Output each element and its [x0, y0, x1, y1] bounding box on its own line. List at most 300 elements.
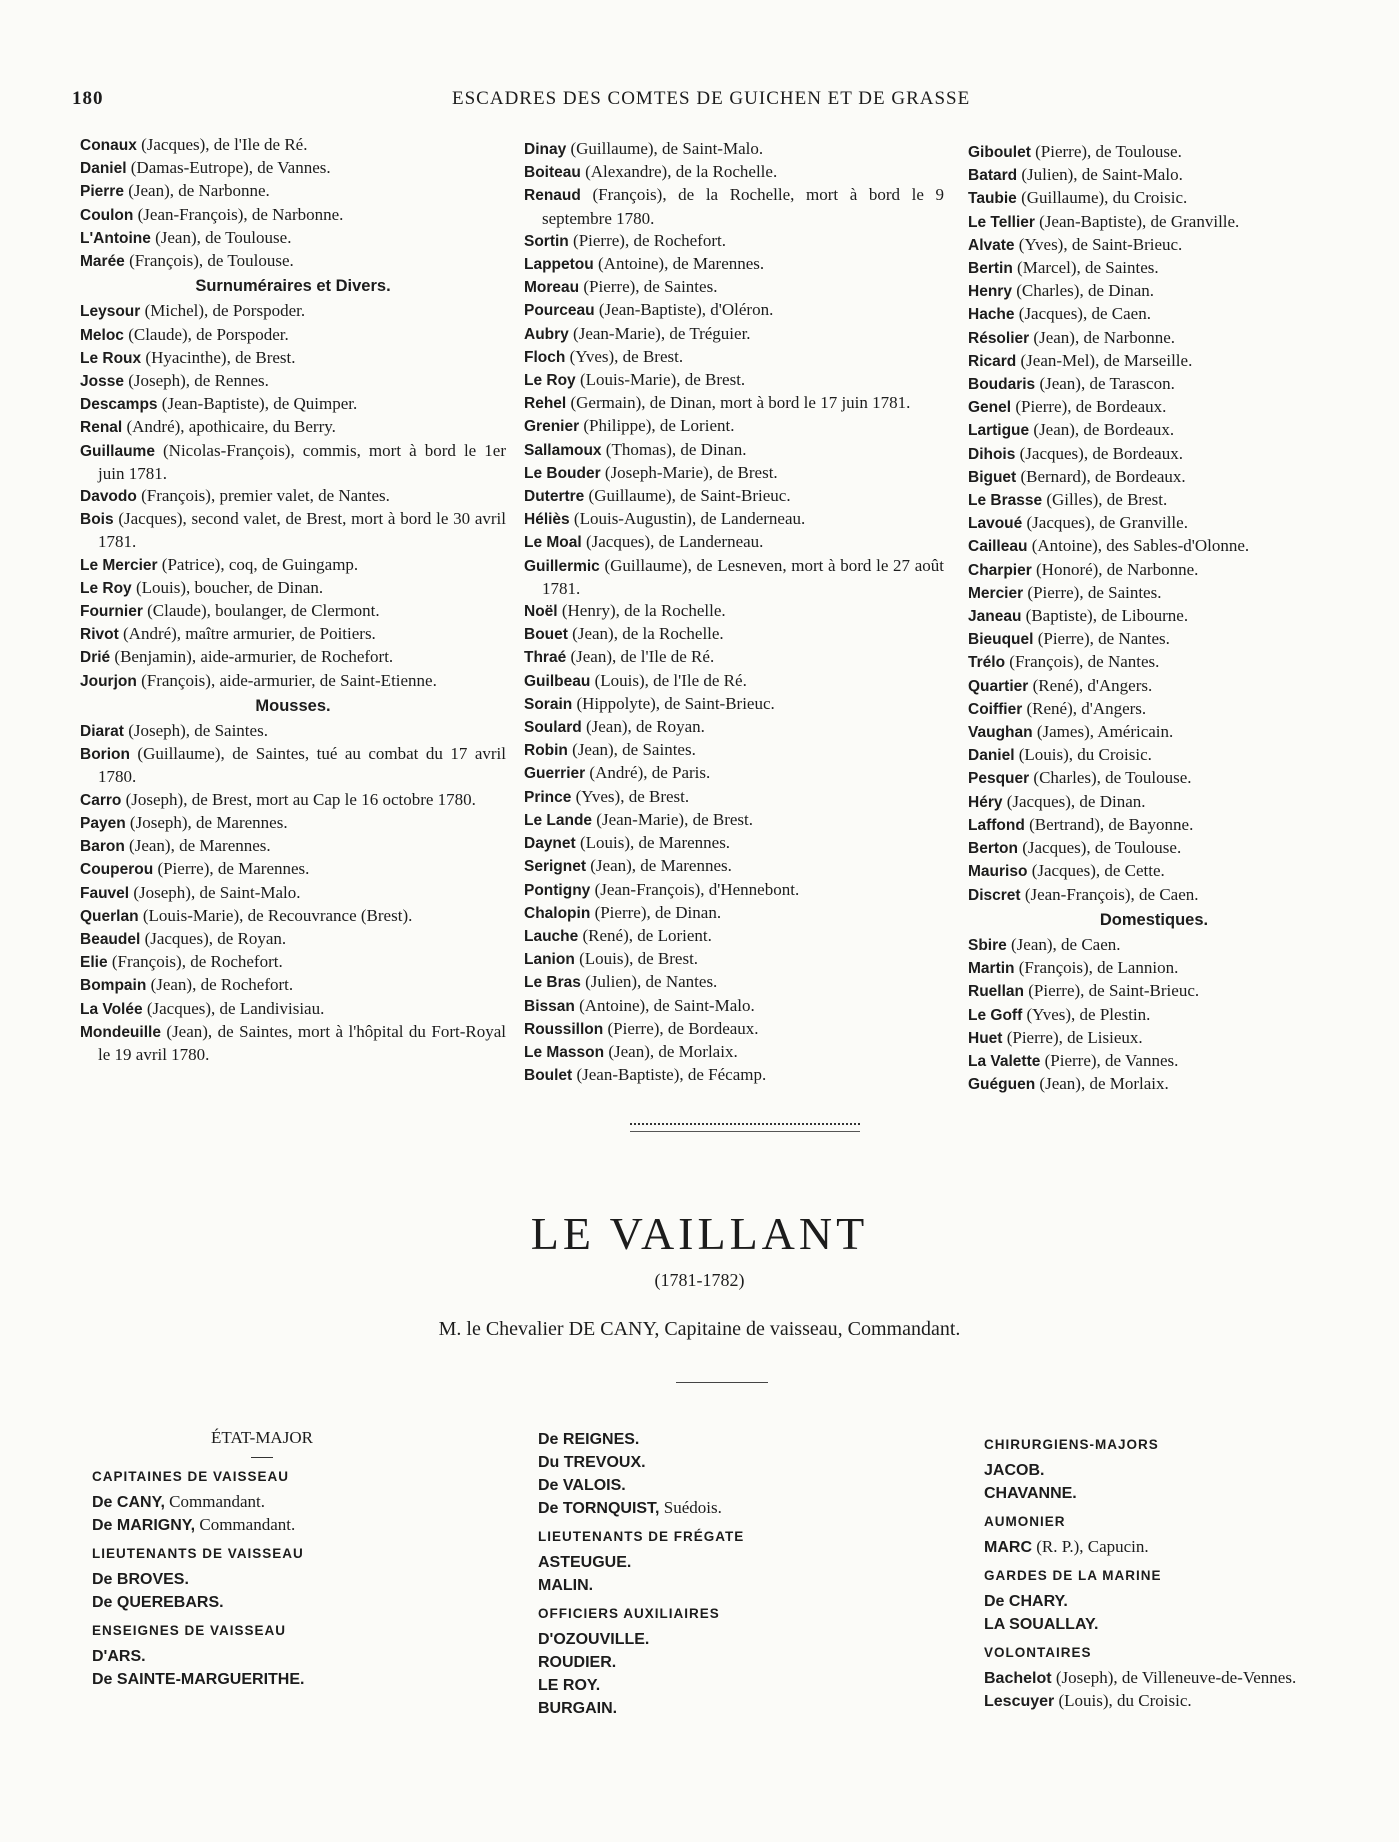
officer-details: (Louis), du Croisic.	[1054, 1691, 1192, 1710]
list-item	[968, 327, 1340, 350]
surname: Le Roy	[524, 372, 576, 390]
surname: Chalopin	[524, 904, 591, 922]
list-item	[968, 605, 1340, 628]
surname: Davodo	[80, 488, 137, 506]
surname: Leysour	[80, 303, 141, 321]
entry-details: (Jean), de Narbonne.	[1029, 327, 1176, 347]
surname: Le Goff	[968, 1006, 1023, 1024]
list-item	[968, 884, 1340, 907]
surname: Roussillon	[524, 1020, 604, 1038]
surname: Biguet	[968, 468, 1017, 486]
list-item	[968, 1027, 1340, 1050]
surname: Soulard	[524, 719, 582, 737]
list-item	[80, 835, 506, 858]
surname: Le Tellier	[968, 213, 1035, 231]
entry-details: (René), d'Angers.	[1028, 675, 1153, 695]
list-item	[80, 324, 506, 347]
entry-details: (Jean-François), de Narbonne.	[133, 204, 344, 224]
list-item	[968, 419, 1340, 442]
surname: Rehel	[524, 395, 567, 413]
officer-name: De CANY,	[92, 1494, 165, 1511]
entry-details: (Yves), de Plestin.	[1022, 1004, 1151, 1024]
list-item	[524, 762, 944, 785]
list-item	[968, 141, 1340, 164]
entry-details: (Jean), de Saintes, mort à l'hôpital du Fort-Royal le 19 avril 1780.	[98, 1021, 506, 1064]
entry-details: (Jacques), de Bordeaux.	[1015, 443, 1183, 463]
surname: Daynet	[524, 835, 576, 853]
entry-details: (René), d'Angers.	[1022, 698, 1147, 718]
surname: La Valette	[968, 1052, 1041, 1070]
surname: Bouet	[524, 626, 568, 644]
list-item	[524, 1018, 944, 1041]
entry-details: (Jean), de Rochefort.	[146, 975, 294, 995]
list-item	[524, 995, 944, 1018]
list-item	[524, 971, 944, 994]
list-item	[524, 809, 944, 832]
surname: Le Moal	[524, 534, 582, 552]
surname: Baron	[80, 838, 125, 856]
entry-details: (Jacques), de Landerneau.	[581, 532, 764, 552]
entry-details: (René), de Lorient.	[578, 925, 712, 945]
surname: Pourceau	[524, 302, 595, 320]
running-header	[72, 88, 1322, 118]
entry-details: (Pierre), de Dinan.	[590, 902, 722, 922]
list-item	[968, 466, 1340, 489]
staff-column-1	[92, 1423, 432, 1691]
surname: Cailleau	[968, 538, 1028, 556]
officer-name: ROUDIER.	[538, 1654, 617, 1671]
surname: La Volée	[80, 1000, 143, 1018]
surname: Guillermic	[524, 557, 600, 575]
surname: Querlan	[80, 907, 139, 925]
entry-details: (Bernard), de Bordeaux.	[1016, 466, 1186, 486]
officer-entry	[538, 1497, 878, 1520]
list-item	[524, 925, 944, 948]
ship-title: LE VAILLANT	[530, 1208, 869, 1259]
officer-name: BURGAIN.	[538, 1700, 618, 1717]
entry-details: (François), premier valet, de Nantes.	[136, 486, 390, 506]
entry-details: (Nicolas-François), commis, mort à bord le 1er juin 1781.	[98, 440, 506, 483]
list-item	[80, 858, 506, 881]
entry-details: (Pierre), de Saint-Brieuc.	[1023, 981, 1200, 1001]
entry-details: (François), aide-armurier, de Saint-Etienne.	[136, 670, 437, 690]
list-item	[524, 253, 944, 276]
entry-details: (Joseph), de Brest, mort au Cap le 16 octobre 1780.	[121, 789, 476, 809]
surname: Le Mercier	[80, 556, 158, 574]
list-item	[80, 670, 506, 693]
surname: Charpier	[968, 561, 1032, 579]
surname: Bertin	[968, 260, 1013, 278]
surname: Fournier	[80, 603, 143, 621]
officer-name: De QUEREBARS.	[92, 1594, 224, 1611]
list-item	[524, 415, 944, 438]
list-item	[968, 837, 1340, 860]
entry-details: (Damas-Eutrope), de Vannes.	[126, 158, 331, 178]
surname: Coulon	[80, 206, 134, 224]
list-item	[80, 227, 506, 250]
entry-details: (Jacques), de Cette.	[1027, 861, 1165, 881]
surname: Boudaris	[968, 376, 1036, 394]
entry-details: (Louis), de Brest.	[574, 949, 699, 969]
officer-name: D'ARS.	[92, 1648, 146, 1665]
list-item	[524, 902, 944, 925]
heading-dash	[251, 1457, 273, 1458]
list-item	[524, 392, 944, 415]
entry-details: (Louis), boucher, de Dinan.	[131, 577, 324, 597]
surname: Le Roux	[80, 349, 142, 367]
list-item	[968, 280, 1340, 303]
entry-details: (Claude), boulanger, de Clermont.	[142, 601, 380, 621]
surname: Mercier	[968, 584, 1024, 602]
entry-details: (Yves), de Brest.	[565, 346, 684, 366]
surname: Daniel	[968, 747, 1015, 765]
entry-details: (Jean), de Narbonne.	[123, 181, 270, 201]
officer-entry	[92, 1491, 432, 1514]
list-item	[524, 1041, 944, 1064]
surname: Alvate	[968, 236, 1015, 254]
entry-details: (Jean-Mel), de Marseille.	[1016, 350, 1193, 370]
list-item	[524, 346, 944, 369]
surname: Sallamoux	[524, 441, 602, 459]
list-item	[80, 180, 506, 203]
entry-details: (Jean), de Tarascon.	[1035, 374, 1175, 394]
entry-details: (Jacques), de Toulouse.	[1017, 838, 1182, 858]
officer-entry	[538, 1428, 878, 1451]
list-item	[80, 789, 506, 812]
surname: Couperou	[80, 861, 154, 879]
list-item	[80, 720, 506, 743]
list-item	[524, 323, 944, 346]
entry-details: (Joseph), de Saint-Malo.	[129, 882, 301, 902]
entry-details: (Joseph), de Rennes.	[123, 371, 269, 391]
officer-entry	[538, 1651, 878, 1674]
surname: Renal	[80, 419, 123, 437]
surname: Dutertre	[524, 488, 585, 506]
entry-details: (Pierre), de Nantes.	[1033, 629, 1170, 649]
staff-column-3	[984, 1428, 1344, 1713]
officer-details: Commandant.	[195, 1515, 296, 1534]
entry-details: (Philippe), de Lorient.	[579, 416, 735, 436]
surname: Laffond	[968, 816, 1025, 834]
entry-details: (Jean), de Royan.	[581, 717, 705, 737]
entry-details: (Guillaume), de Lesneven, mort à bord le 27 août 1781.	[542, 555, 944, 598]
surname: Janeau	[968, 608, 1022, 626]
entry-details: (Guillaume), de Saintes, tué au combat du 17 avril 1780.	[98, 744, 506, 787]
entry-details: (Louis-Marie), de Brest.	[575, 370, 746, 390]
list-item	[524, 623, 944, 646]
officer-name: MARC	[984, 1539, 1032, 1556]
list-item	[524, 693, 944, 716]
entry-details: (Jean), de Marennes.	[586, 856, 732, 876]
officer-name: Lescuyer	[984, 1693, 1055, 1710]
entry-details: (Jean), de Saintes.	[567, 740, 696, 760]
list-item	[80, 554, 506, 577]
surname: Le Roy	[80, 579, 132, 597]
surname: Marée	[80, 253, 125, 271]
list-item	[524, 1064, 944, 1087]
surname: Mauriso	[968, 863, 1028, 881]
list-item	[80, 577, 506, 600]
entry-details: (Baptiste), de Libourne.	[1021, 606, 1189, 626]
entry-details: (Jacques), de Dinan.	[1002, 791, 1146, 811]
entry-details: (Jean-Marie), de Tréguier.	[568, 323, 751, 343]
officer-entry	[92, 1568, 432, 1591]
list-item	[524, 832, 944, 855]
list-item	[968, 396, 1340, 419]
entry-details: (François), de Toulouse.	[124, 251, 294, 271]
surname: Ricard	[968, 352, 1017, 370]
entry-details: (Louis), de l'Ile de Ré.	[590, 670, 747, 690]
surname: Robin	[524, 742, 568, 760]
list-item	[968, 675, 1340, 698]
rank-heading: VOLONTAIRES	[984, 1645, 1092, 1660]
entry-details: (Julien), de Nantes.	[580, 972, 718, 992]
list-item	[968, 698, 1340, 721]
surname: Résolier	[968, 329, 1030, 347]
surname: Guillaume	[80, 442, 155, 460]
surname: Drié	[80, 649, 111, 667]
entry-details: (Louis-Marie), de Recouvrance (Brest).	[138, 905, 413, 925]
entry-details: (Claude), de Porspoder.	[123, 324, 289, 344]
list-item	[524, 184, 944, 229]
ship-dates: (1781-1782)	[654, 1270, 745, 1290]
entry-details: (André), de Paris.	[585, 763, 711, 783]
entry-details: (Guillaume), du Croisic.	[1016, 188, 1188, 208]
surname: Lartigue	[968, 422, 1030, 440]
entry-details: (Pierre), de Toulouse.	[1030, 142, 1182, 161]
officer-details: Commandant.	[164, 1492, 266, 1511]
entry-details: (Jacques), de Royan.	[140, 928, 287, 948]
list-item	[968, 512, 1340, 535]
list-item	[80, 600, 506, 623]
entry-details: (François), de Nantes.	[1005, 652, 1160, 672]
list-item	[968, 980, 1340, 1003]
list-item	[968, 187, 1340, 210]
entry-details: (Gilles), de Brest.	[1042, 490, 1168, 510]
list-item	[524, 855, 944, 878]
list-item	[524, 161, 944, 184]
officer-entry	[538, 1451, 878, 1474]
entry-details: (Pierre), de Saintes.	[579, 277, 718, 297]
surname: Le Brasse	[968, 492, 1043, 510]
staff-heading: ÉTAT-MAJOR	[211, 1428, 313, 1447]
list-item	[80, 951, 506, 974]
list-item	[524, 879, 944, 902]
surname: Quartier	[968, 677, 1029, 695]
entry-details: (Henry), de la Rochelle.	[557, 601, 726, 621]
surname: Meloc	[80, 326, 124, 344]
officer-entry	[538, 1574, 878, 1597]
officer-entry	[92, 1591, 432, 1614]
section-heading: Domestiques.	[1099, 910, 1209, 929]
crew-column-3	[968, 141, 1340, 1096]
list-item	[524, 138, 944, 161]
surname: Taubie	[968, 190, 1017, 208]
surname: Thraé	[524, 649, 567, 667]
officer-entry	[92, 1645, 432, 1668]
officer-name: LE ROY.	[538, 1677, 601, 1694]
officer-name: De VALOIS.	[538, 1477, 626, 1494]
entry-details: (Charles), de Dinan.	[1011, 281, 1155, 301]
officer-details: (R. P.), Capucin.	[1032, 1537, 1149, 1556]
list-item	[968, 860, 1340, 883]
entry-details: (Jean), de Toulouse.	[150, 227, 292, 247]
list-item	[968, 744, 1340, 767]
list-item	[968, 767, 1340, 790]
officer-name: JACOB.	[984, 1462, 1045, 1479]
entry-details: (Hyacinthe), de Brest.	[141, 347, 296, 367]
surname: Pesquer	[968, 770, 1030, 788]
surname: Héliès	[524, 511, 570, 529]
entry-details: (Jean), de Bordeaux.	[1029, 420, 1175, 440]
surname: Guilbeau	[524, 672, 591, 690]
officer-name: De SAINTE-MARGUERITHE.	[92, 1671, 305, 1688]
surname: Fauvel	[80, 884, 130, 902]
surname: Dihois	[968, 445, 1016, 463]
section-heading: Mousses.	[255, 696, 331, 715]
officer-entry	[984, 1536, 1344, 1559]
surname: Aubry	[524, 325, 569, 343]
officer-entry	[538, 1697, 878, 1720]
entry-details: (Jean), de Caen.	[1006, 934, 1121, 954]
entry-details: (Hippolyte), de Saint-Brieuc.	[572, 693, 775, 713]
surname: Grenier	[524, 418, 580, 436]
entry-details: (Louis), du Croisic.	[1014, 745, 1152, 765]
surname: Pierre	[80, 183, 124, 201]
list-item	[80, 928, 506, 951]
surname: Le Bras	[524, 974, 581, 992]
surname: Bois	[80, 511, 114, 529]
list-item	[968, 814, 1340, 837]
list-item	[968, 791, 1340, 814]
surname: Conaux	[80, 137, 137, 154]
entry-details: (Benjamin), aide-armurier, de Rochefort.	[110, 647, 394, 667]
entry-details: (François), de Lannion.	[1014, 958, 1179, 978]
list-item	[524, 948, 944, 971]
entry-details: (Charles), de Toulouse.	[1029, 768, 1192, 788]
entry-details: (Jacques), second valet, de Brest, mort à bord le 30 avril 1781.	[98, 509, 506, 552]
surname: Rivot	[80, 626, 119, 644]
surname: Batard	[968, 167, 1018, 185]
list-item	[524, 508, 944, 531]
officer-details: (Joseph), de Villeneuve-de-Vennes.	[1051, 1668, 1297, 1687]
surname: Floch	[524, 348, 566, 366]
entry-details: (André), maître armurier, de Poitiers.	[118, 624, 376, 644]
entry-details: (André), apothicaire, du Berry.	[122, 417, 336, 437]
officer-name: De BROVES.	[92, 1571, 189, 1588]
entry-details: (Michel), de Porspoder.	[140, 301, 306, 321]
surname: Serignet	[524, 858, 587, 876]
list-item	[80, 157, 506, 180]
surname: Lauche	[524, 927, 579, 945]
entry-details: (Pierre), de Saintes.	[1023, 582, 1162, 602]
entry-details: (Jean), de Morlaix.	[1035, 1074, 1169, 1094]
entry-details: (Joseph-Marie), de Brest.	[600, 462, 778, 482]
list-item	[524, 462, 944, 485]
surname: Payen	[80, 814, 126, 832]
officer-name: De MARIGNY,	[92, 1517, 196, 1534]
entry-details: (Jacques), de l'Ile de Ré.	[136, 135, 308, 154]
surname: Vaughan	[968, 724, 1033, 742]
list-item	[524, 670, 944, 693]
surname: Bompain	[80, 977, 147, 995]
list-item	[968, 164, 1340, 187]
list-item	[80, 905, 506, 928]
officer-entry	[984, 1667, 1344, 1690]
entry-details: (Jean-Baptiste), d'Oléron.	[594, 300, 774, 320]
entry-details: (Honoré), de Narbonne.	[1031, 559, 1199, 579]
surname: Jourjon	[80, 672, 137, 690]
list-item	[80, 134, 506, 157]
entry-details: (Bertrand), de Bayonne.	[1024, 814, 1194, 834]
list-item	[80, 623, 506, 646]
entry-details: (Jean), de Morlaix.	[604, 1041, 738, 1061]
entry-details: (Jean-Baptiste), de Granville.	[1034, 211, 1240, 231]
list-item	[968, 651, 1340, 674]
list-item	[968, 582, 1340, 605]
entry-details: (Guillaume), de Saint-Brieuc.	[584, 486, 791, 506]
officer-name: CHAVANNE.	[984, 1485, 1077, 1502]
list-item	[968, 1050, 1340, 1073]
entry-details: (Jacques), de Landivisiau.	[142, 998, 325, 1018]
officer-name: MALIN.	[538, 1577, 594, 1594]
entry-details: (François), de la Rochelle, mort à bord le 9 septembre 1780.	[542, 185, 944, 228]
entry-details: (Pierre), de Vannes.	[1040, 1050, 1179, 1070]
officer-entry	[984, 1613, 1344, 1636]
entry-details: (Pierre), de Bordeaux.	[603, 1018, 759, 1038]
surname: Berton	[968, 840, 1018, 858]
surname: Trélo	[968, 654, 1006, 672]
list-item	[524, 716, 944, 739]
list-item	[524, 276, 944, 299]
surname: Bieuquel	[968, 631, 1034, 649]
surname: Le Bouder	[524, 464, 601, 482]
list-item	[968, 373, 1340, 396]
surname: Ruellan	[968, 983, 1024, 1001]
surname: Daniel	[80, 160, 127, 178]
officer-name: Du TREVOUX.	[538, 1454, 646, 1471]
surname: Hache	[968, 306, 1015, 324]
entry-details: (Yves), de Saint-Brieuc.	[1014, 234, 1183, 254]
surname: Giboulet	[968, 144, 1031, 161]
rank-heading: CAPITAINES DE VAISSEAU	[92, 1469, 290, 1484]
ship-commander: M. le Chevalier DE CANY, Capitaine de vaisseau, Commandant.	[438, 1318, 961, 1340]
list-item	[80, 998, 506, 1021]
list-item	[524, 299, 944, 322]
rank-heading: AUMONIER	[984, 1514, 1066, 1529]
surname: Huet	[968, 1029, 1003, 1047]
surname: Bissan	[524, 997, 575, 1015]
list-item	[968, 934, 1340, 957]
officer-entry	[538, 1474, 878, 1497]
list-item	[524, 230, 944, 253]
list-item	[968, 443, 1340, 466]
rank-heading: LIEUTENANTS DE FRÉGATE	[538, 1529, 745, 1544]
surname: Diarat	[80, 723, 124, 741]
rank-heading: OFFICIERS AUXILIAIRES	[538, 1606, 720, 1621]
surname: Boiteau	[524, 164, 581, 182]
surname: Beaudel	[80, 930, 141, 948]
officer-details: Suédois.	[659, 1498, 722, 1517]
officer-entry	[538, 1674, 878, 1697]
crew-column-1	[80, 134, 506, 1066]
entry-details: (James), Américain.	[1032, 722, 1174, 742]
surname: Henry	[968, 283, 1012, 301]
list-item	[968, 721, 1340, 744]
list-item	[80, 1021, 506, 1066]
entry-details: (Jean), de la Rochelle.	[567, 624, 724, 644]
rank-heading: LIEUTENANTS DE VAISSEAU	[92, 1546, 304, 1561]
